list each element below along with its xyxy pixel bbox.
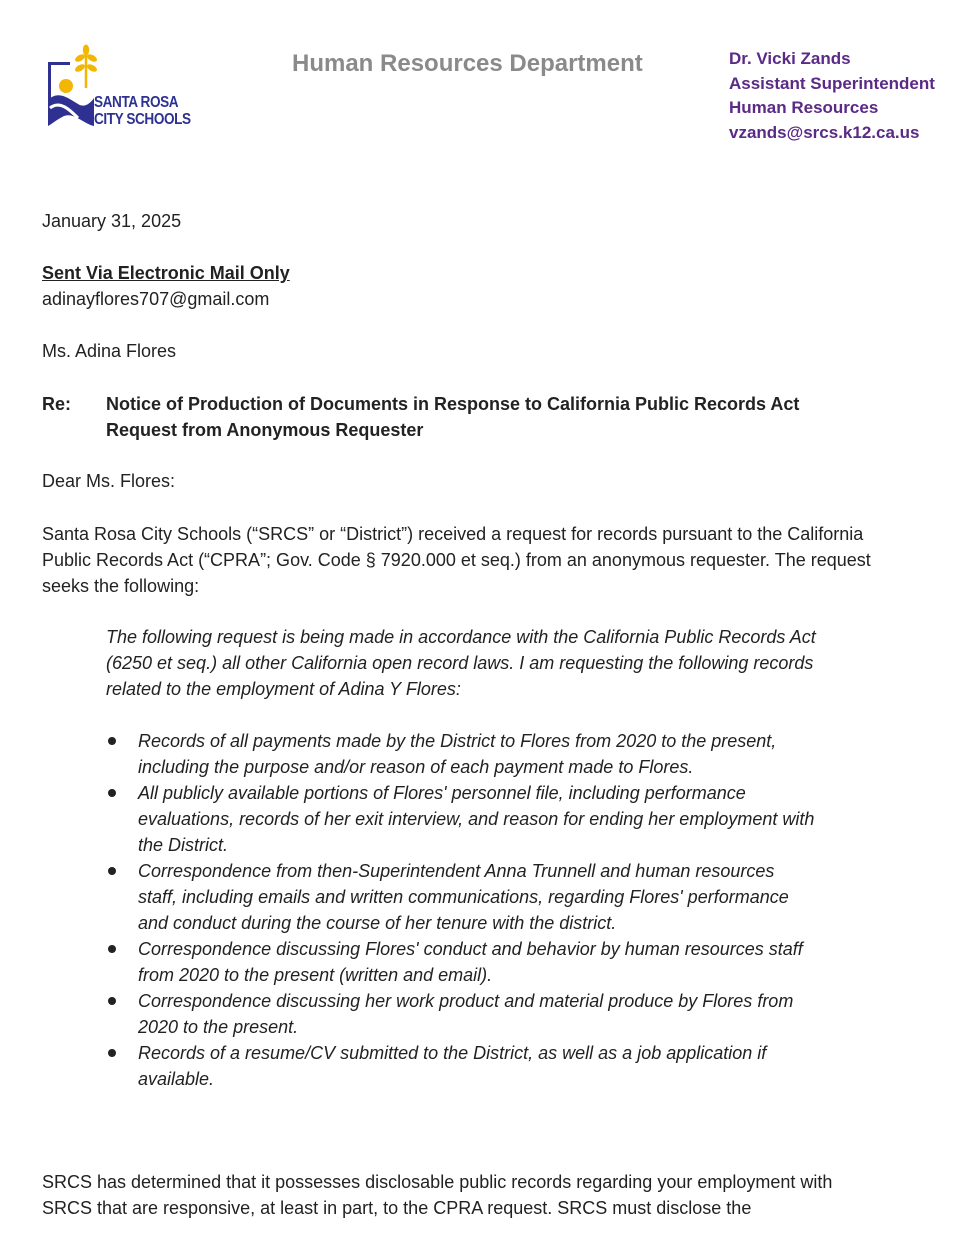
bullet-text: All publicly available portions of Flores' personnel file, including performance evaluations, records of her exit interview, and reason for ending her employment with the District. [138,783,815,855]
intro-paragraph: Santa Rosa City Schools (“SRCS” or “District”) received a request for records pursuant to the California Public Records Act (“CPRA”; Gov. Code § 7920.000 et seq.) from an anonymous requester. The request seeks the following: [42,524,871,596]
request-quote: The following request is being made in accordance with the California Public Records Act (6250 et seq.) all other California open record laws. I am requesting the following records related to the employment of Adina Y Flores: [106,627,816,699]
department-title: Human Resources Department [292,50,643,77]
logo-text-line-1: SANTA ROSA [94,94,179,111]
request-bullet-list [106,728,816,1092]
recipient-name: Ms. Adina Flores [42,341,177,361]
list-item [106,988,816,1040]
closing-paragraph: SRCS has determined that it possesses disclosable public records regarding your employment with SRCS that are responsive, at least in part, to the CPRA request. SRCS must disclose the [42,1172,833,1218]
re-subject: Notice of Production of Documents in Response to California Public Records Act Request from Anonymous Requester [106,394,800,440]
bullet-icon [108,789,116,797]
bullet-icon [108,867,116,875]
district-logo [44,42,204,134]
bullet-text: Records of a resume/CV submitted to the District, as well as a job application if available. [138,1043,767,1089]
recipient-email: adinayflores707@gmail.com [42,289,270,309]
list-item [106,936,816,988]
letter-date: January 31, 2025 [42,211,182,231]
delivery-method: Sent Via Electronic Mail Only [42,263,290,283]
contact-email: vzands@srcs.k12.ca.us [729,122,920,142]
contact-block [729,47,935,145]
list-item [106,728,816,780]
bullet-text: Correspondence discussing Flores' conduct and behavior by human resources staff from 2020 to the present (written and email). [138,939,803,985]
re-label: Re: [42,394,72,414]
bullet-icon [108,997,116,1005]
logo-text-line-2: CITY SCHOOLS [94,111,191,128]
list-item [106,780,816,858]
list-item [106,1040,816,1092]
bullet-text: Records of all payments made by the District to Flores from 2020 to the present, including the purpose and/or reason of each payment made to Flores. [138,731,777,777]
list-item [106,858,816,936]
contact-name: Dr. Vicki Zands [729,49,851,68]
bullet-icon [108,737,116,745]
bullet-icon [108,945,116,953]
bullet-icon [108,1049,116,1057]
bullet-text: Correspondence discussing her work product and material produce by Flores from 2020 to the present. [138,991,794,1037]
contact-title: Assistant Superintendent [729,73,935,93]
contact-office: Human Resources [729,98,879,117]
salutation: Dear Ms. Flores: [42,471,176,491]
bullet-text: Correspondence from then-Superintendent Anna Trunnell and human resources staff, including emails and written communications, regarding Flores' performance and conduct during the course of her tenure with the district. [138,861,789,933]
